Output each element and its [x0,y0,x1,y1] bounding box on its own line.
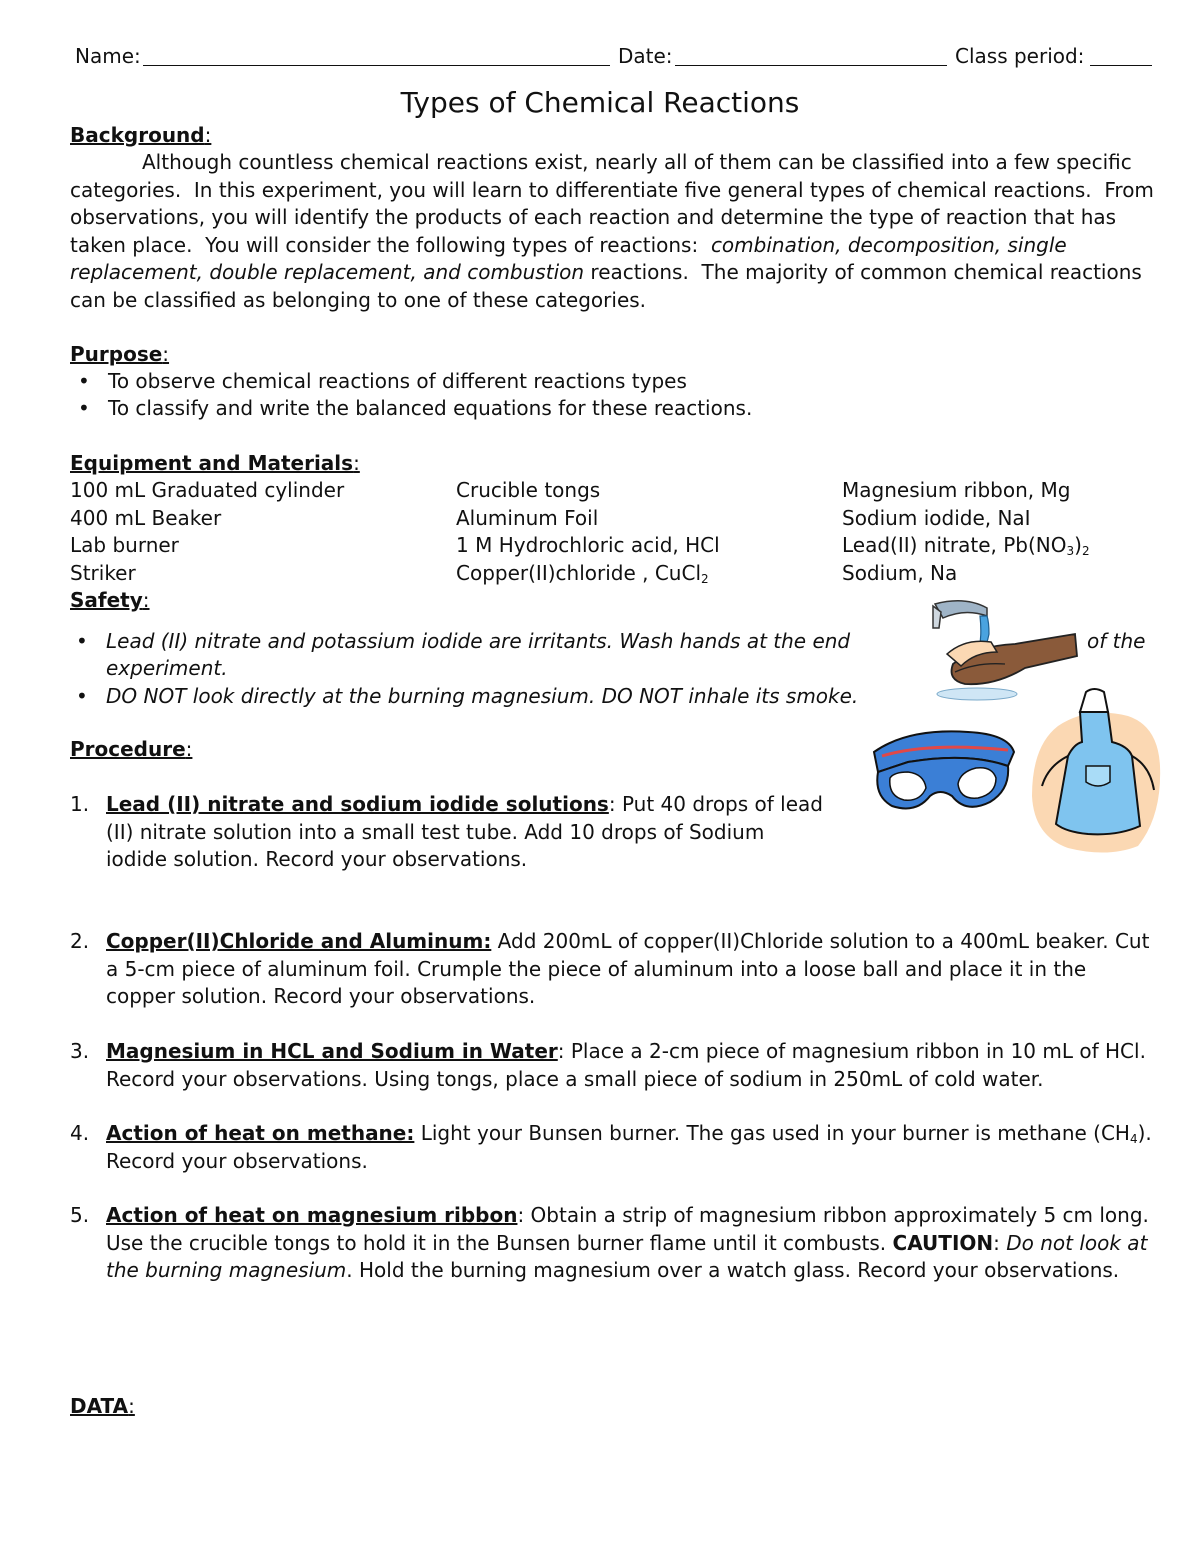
material-item: Magnesium ribbon, Mg [842,478,1071,502]
material-item: Copper(II)chloride , CuCl$_2$ [456,561,709,586]
procedure-heading: Procedure: [70,737,193,761]
step-number: 4. [70,1121,90,1145]
data-heading: DATA: [70,1394,135,1418]
material-item: Aluminum Foil [456,506,599,530]
step-number: 2. [70,929,90,953]
material-item: 400 mL Beaker [70,506,222,530]
material-item: 1 M Hydrochloric acid, HCl [456,533,720,557]
step-number: 5. [70,1203,90,1227]
procedure-step-1: Lead (II) nitrate and sodium iodide solutions: Put 40 drops of lead (II) nitrate solution into a small test tube. Add 10 drops of Sodium iodide solution. Record your observations. [106,792,823,871]
materials-heading: Equipment and Materials: [70,451,360,475]
background-paragraph: Although countless chemical reactions exist, nearly all of them can be classified into a few specific categories. In this experiment, you will learn to differentiate five general types of chemical reactions. From observations, you will identify the products of each reaction and determine the type of reaction that has taken place. You will consider the following types of reactions: combination, decomposition, single replacement, double replacement, and combustion reactions. The majority of common chemical reactions can be classified as belonging to one of these categories. [70,150,1161,312]
material-item: Sodium iodide, NaI [842,506,1031,530]
background-heading: Background: [70,123,212,147]
safety-item-continued: experiment. [106,656,228,680]
lab-apron-icon [1028,686,1163,858]
purpose-item: • To observe chemical reactions of different reactions types [108,368,687,396]
procedure-step-5: Action of heat on magnesium ribbon: Obtain a strip of magnesium ribbon approximately 5 cm long. Use the crucible tongs to hold it in the Bunsen burner flame until it combusts. CAUTION: Do not look at the burning magnesium. Hold the burning magnesium over a watch glass. Record your observations. [106,1203,1149,1282]
material-item: Lead(II) nitrate, $Pb(NO_3)_2$ [842,533,1090,558]
safety-item: • DO NOT look directly at the burning magnesium. DO NOT inhale its smoke. [106,683,858,711]
safety-heading: Safety: [70,588,150,612]
safety-goggles-icon [868,722,1018,822]
material-item: Lab burner [70,533,179,557]
material-item: 100 mL Graduated cylinder [70,478,345,502]
procedure-step-2: Copper(II)Chloride and Aluminum: Add 200mL of copper(II)Chloride solution to a 400mL beaker. Cut a 5-cm piece of aluminum foil. Crumple the piece of aluminum into a loose ball and place it in the copper solution. Record your observations. [106,929,1150,1008]
safety-item: • Lead (II) nitrate and potassium iodide are irritants. Wash hands at the end [106,628,850,656]
header-fields [75,43,1155,71]
purpose-heading: Purpose: [70,342,170,366]
class-period-label: Class period: [955,44,1085,68]
procedure-step-3: Magnesium in HCL and Sodium in Water: Place a 2-cm piece of magnesium ribbon in 10 mL of HCl. Record your observations. Using tongs, place a small piece of sodium in 250mL of cold water. [106,1039,1146,1091]
name-field-line[interactable] [143,65,610,66]
date-field-line[interactable] [675,65,947,66]
name-label: Name: [75,44,141,68]
material-item: Sodium, Na [842,561,958,585]
procedure-step-4: Action of heat on methane: Light your Bunsen burner. The gas used in your burner is methane $(CH_4)$. Record your observations. [106,1121,1152,1173]
material-item: Striker [70,561,136,585]
safety-item-continued: of the [1087,629,1146,653]
page-title: Types of Chemical Reactions [400,86,800,119]
step-number: 1. [70,792,90,816]
class-period-field-line[interactable] [1090,65,1152,66]
material-item: Crucible tongs [456,478,601,502]
purpose-item: • To classify and write the balanced equations for these reactions. [108,395,752,423]
step-number: 3. [70,1039,90,1063]
date-label: Date: [618,44,673,68]
